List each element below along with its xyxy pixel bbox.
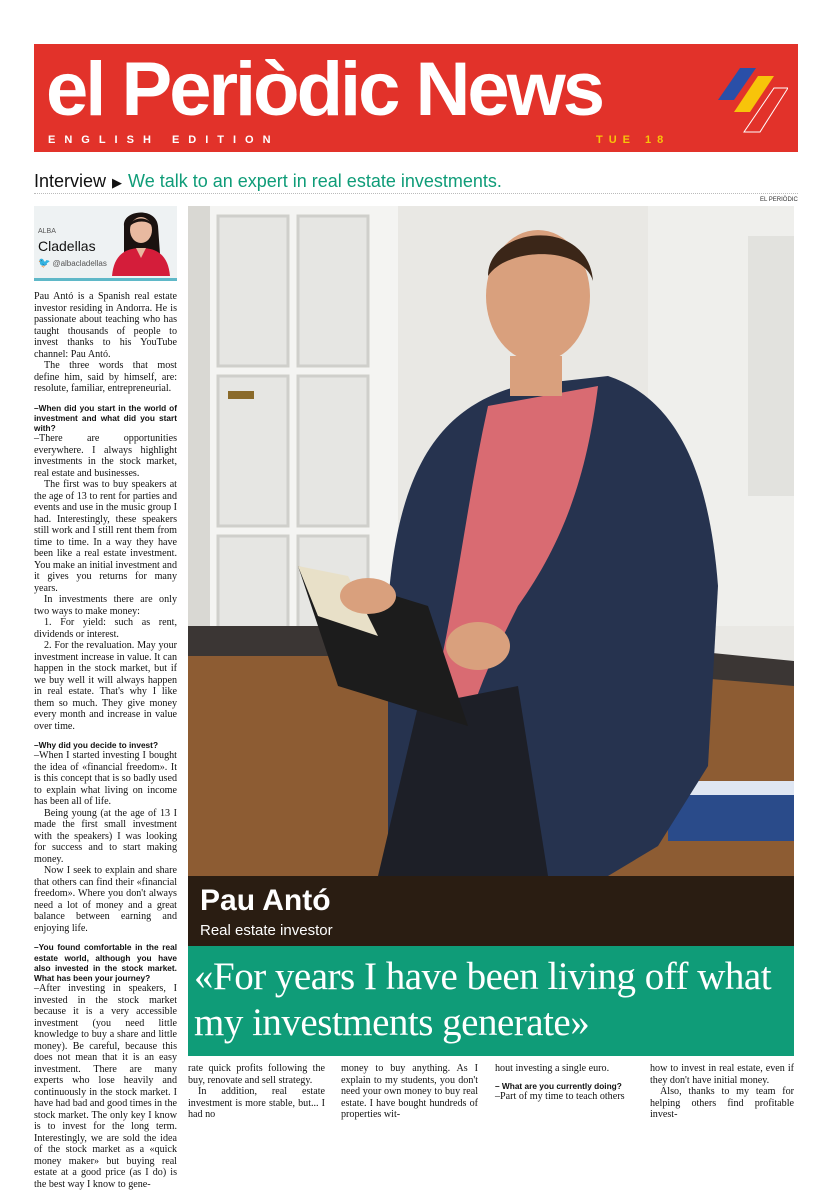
author-last-name: Cladellas bbox=[38, 238, 96, 254]
dotted-divider bbox=[34, 193, 798, 194]
paragraph: –After investing in speakers, I invested in the stock market because it is a very accessible investment (you need little knowledge to buy a share and little money). Be careful, because this does not mean that it is an easy investment. There are many experts who lose heavily and continuously in the stock market. I have had bad and good times in the stock market. The only key I know is to invest for the long term. Interestingly, we are sold the idea of the stock market as a «quick money maker» but buying real estate at a good price (as I do) is the best way I know to gene- bbox=[34, 983, 177, 1190]
paragraph: Also, thanks to my team for helping others find profitable invest- bbox=[650, 1086, 794, 1120]
newspaper-title: el Periòdic News bbox=[46, 47, 603, 132]
paragraph: Now I seek to explain and share that others can find their «financial freedom». Where you don't always need a lot of money and a great balance between earning and enjoying life. bbox=[34, 865, 177, 934]
paragraph: hout investing a single euro. bbox=[495, 1063, 610, 1074]
paragraph: –When I started investing I bought the idea of «financial freedom». It is this concept that is so badly used to explain what living on income has been all of life. bbox=[34, 750, 177, 808]
paragraph: The first was to buy speakers at the age of 13 to rent for parties and events and use in the music group I had. Interestingly, these speakers still work and I still rent them from time to time. In a way they have been like a real estate investment. You make an initial investment and it gives you returns for many years. bbox=[34, 479, 177, 594]
article-column-3 bbox=[495, 1063, 632, 1102]
paragraph: Pau Antó is a Spanish real estate investor residing in Andorra. He is passionate about teaching who has taught thousands of people to invest thanks to his YouTube channel: Pau Antó. bbox=[34, 291, 177, 360]
article-column-4 bbox=[650, 1063, 794, 1121]
triangle-right-icon: ▶ bbox=[112, 175, 123, 190]
paragraph: 2. For the revaluation. May your investment increase in value. It can happen in the stock market, but if we buy well it will always happen in real estate. That's why I like them so much. They give money every month and increase in value over time. bbox=[34, 640, 177, 732]
paragraph: In investments there are only two ways to make money: bbox=[34, 594, 177, 617]
section-subtitle: We talk to an expert in real estate investments. bbox=[128, 171, 502, 191]
paragraph: –Part of my time to teach others bbox=[495, 1090, 625, 1102]
author-twitter[interactable] bbox=[38, 258, 107, 269]
logo-stripes-icon bbox=[718, 68, 788, 138]
paragraph: rate quick profits following the buy, renovate and sell strategy. bbox=[188, 1063, 325, 1086]
article-column-2 bbox=[341, 1063, 478, 1121]
pull-quote-box bbox=[188, 946, 794, 1056]
twitter-bird-icon: 🐦 bbox=[38, 258, 51, 269]
interviewee-name-bar bbox=[188, 876, 794, 946]
paragraph: –There are opportunities everywhere. I always highlight investments in the stock market, real estate and businesses. bbox=[34, 433, 177, 479]
pull-quote: «For years I have been living off what my investments generate» bbox=[194, 955, 772, 1044]
interviewee-role: Real estate investor bbox=[200, 922, 333, 939]
section-heading bbox=[34, 171, 502, 192]
interviewee-name: Pau Antó bbox=[200, 884, 331, 917]
interview-question: –When did you start in the world of investment and what did you start with? bbox=[34, 402, 177, 433]
issue-date: TUE 18 bbox=[596, 134, 670, 146]
photo-credit: EL PERIÒDIC bbox=[760, 197, 798, 203]
paragraph: In addition, real estate investment is more stable, but... I had no bbox=[188, 1086, 325, 1120]
paragraph: how to invest in real estate, even if they don't have initial money. bbox=[650, 1063, 794, 1086]
author-box bbox=[34, 206, 177, 281]
interview-question: – What are you currently doing? bbox=[495, 1080, 622, 1091]
section-label: Interview bbox=[34, 171, 107, 191]
interview-question: –Why did you decide to invest? bbox=[34, 740, 159, 751]
paragraph: money to buy anything. As I explain to my students, you don't need your own money to buy real estate. I have bought hundreds of properties wit- bbox=[341, 1063, 478, 1120]
paragraph: 1. For yield: such as rent, dividends or interest. bbox=[34, 617, 177, 640]
article-column-1 bbox=[188, 1063, 325, 1121]
masthead bbox=[34, 44, 798, 152]
author-twitter-handle: @albacladellas bbox=[52, 259, 107, 268]
edition-label: ENGLISH EDITION bbox=[48, 134, 280, 146]
interviewee-photo bbox=[188, 206, 794, 876]
interview-question: –You found comfortable in the real estate world, although you have also invested in the stock market. What has been your journey? bbox=[34, 942, 177, 983]
article-left-column bbox=[34, 291, 177, 1190]
author-photo bbox=[110, 208, 174, 276]
paragraph: Being young (at the age of 13 I made the first small investment with the speakers) I was looking for success and to start making money. bbox=[34, 807, 177, 865]
author-first-name: ALBA bbox=[38, 228, 56, 235]
paragraph: The three words that most define him, said by himself, are: resolute, familiar, entrepreneurial. bbox=[34, 360, 177, 394]
